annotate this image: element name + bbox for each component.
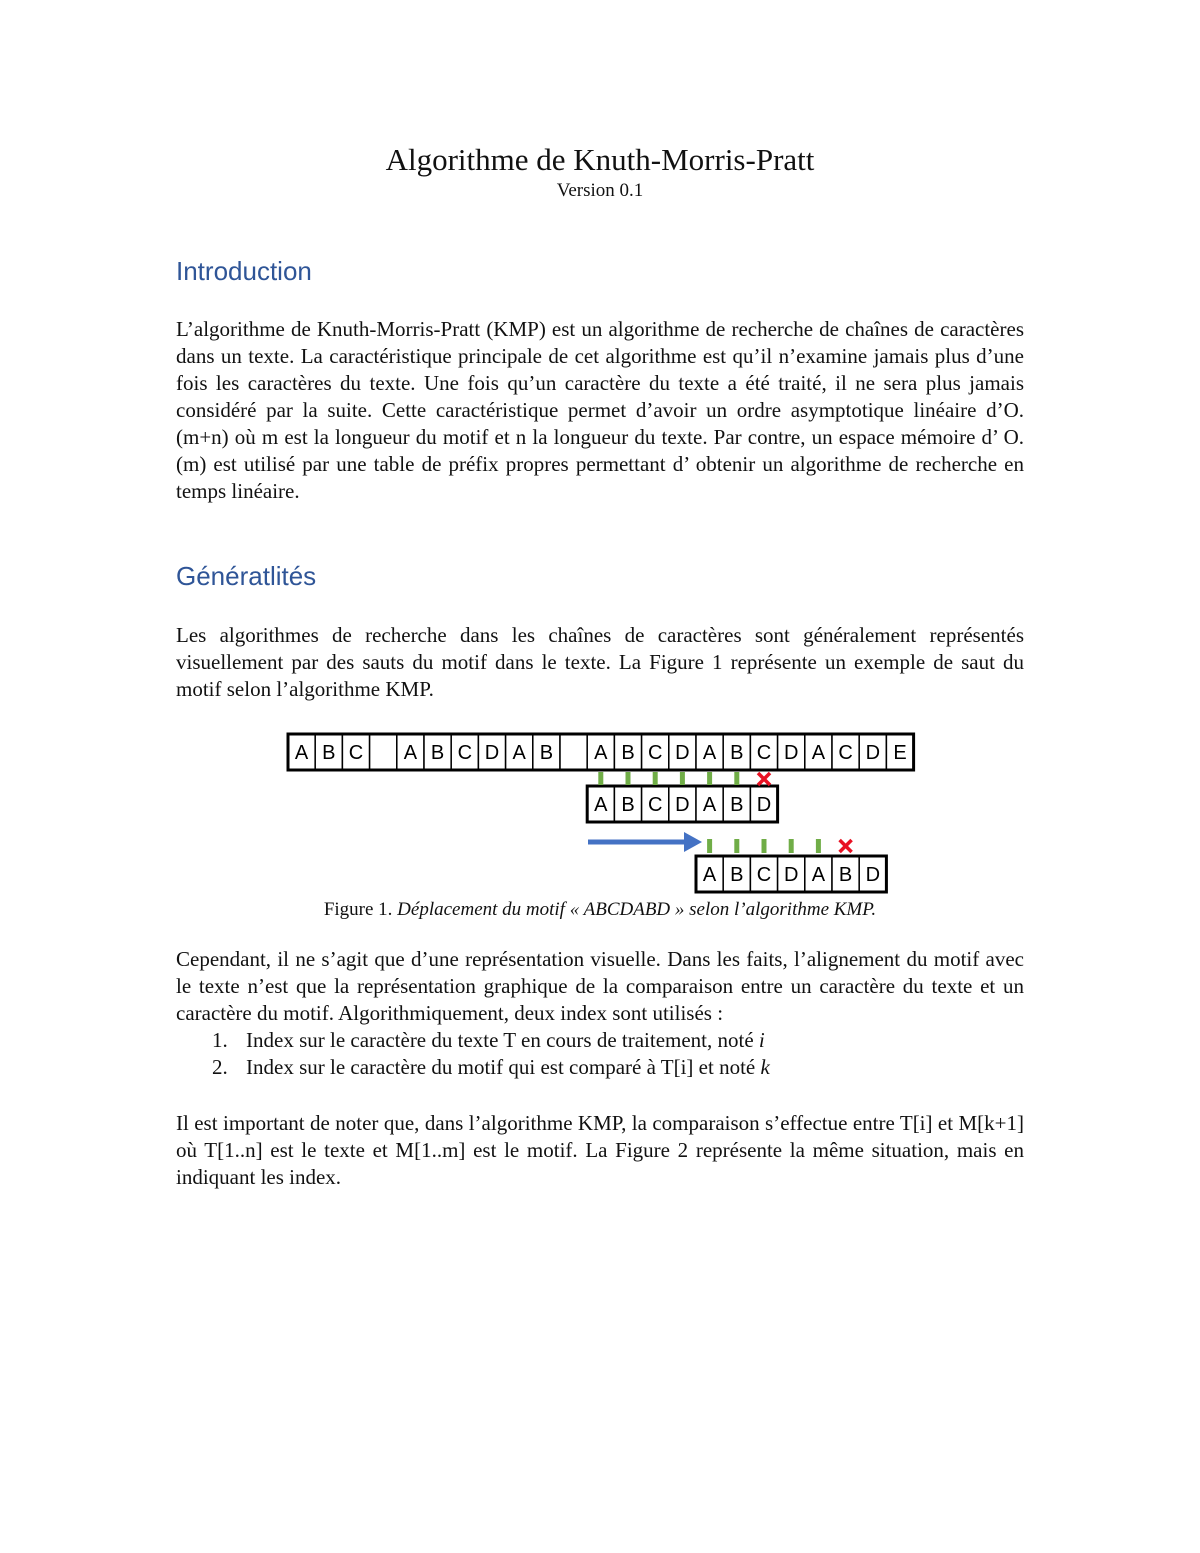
cell-letter: A [594,742,608,764]
cell-letter: C [348,742,364,764]
document-title: Algorithme de Knuth-Morris-Pratt [385,142,815,177]
cell-letter: D [783,742,799,764]
cell-letter: D [783,864,799,886]
heading-introduction: Introduction [176,256,312,286]
match-tick [598,772,603,785]
cell-letter: C [838,742,853,764]
cell-letter: A [512,742,526,764]
cell-letter: A [594,794,608,816]
list-item-text: Index sur le caractère du motif qui est comparé à T[i] et noté [246,1055,761,1079]
cell-box [370,734,397,770]
match-tick [680,772,685,785]
index-list [176,1027,1024,1081]
cell-letter: B [621,794,635,816]
cell-letter: D [865,742,881,764]
cell-letter: D [756,794,772,816]
paragraph-generalites: Les algorithmes de recherche dans les chaînes de caractères sont généralement représentés visuellement par des sauts du motif dans le texte. La Figure 1 représente un exemple de saut du motif selon l’algorithme KMP. [176,623,1024,701]
cell-box [560,734,587,770]
match-tick [816,839,821,853]
cell-letter: A [811,742,826,764]
match-tick [734,839,739,853]
cell-letter: B [730,742,744,764]
heading-generalites: Génératlités [176,561,317,591]
figure-kmp-diagram [0,726,1200,896]
cell-letter: C [647,742,663,764]
match-tick [762,839,767,853]
cell-letter: D [675,794,690,816]
figure-caption-text: Déplacement du motif « ABCDABD » selon l’algorithme KMP. [397,899,877,920]
cell-letter: A [702,794,717,816]
cell-letter: A [702,864,717,886]
document-version: Version 0.1 [556,180,644,201]
match-tick [653,772,658,785]
cell-letter: B [621,742,635,764]
shift-arrow-head [684,832,702,852]
paragraph-introduction: L’algorithme de Knuth-Morris-Pratt (KMP) est un algorithme de recherche de chaînes de caractères dans un texte. La caractéristique principale de cet algorithme est qu’il n’examine jamais plus d’une fois les caractères du texte. Une fois qu’un caractère du texte a été traité, il ne sera plus jamais considéré par la suite. Cette caractéristique permet d’avoir un ordre asymptotique linéaire d’O.(m+n) où m est la longueur du motif et n la longueur du texte. Par contre, un espace mémoire d’ O.(m) est utilisé par une table de préfix propres permettant d’ obtenir un algorithme de recherche en temps linéaire. [176,317,1024,503]
list-item-var: k [760,1055,770,1079]
cell-letter: D [675,742,690,764]
cell-letter: B [322,742,336,764]
match-tick [734,772,739,785]
figure-caption-label: Figure 1. [323,899,398,920]
cell-letter: C [457,742,473,764]
cell-letter: A [702,742,717,764]
cell-letter: A [403,742,418,764]
cell-letter: B [730,794,744,816]
match-tick [707,839,712,853]
paragraph-important: Il est important de noter que, dans l’algorithme KMP, la comparaison s’effectue entre T[i] et M[k+1] où T[1..n] est le texte et M[1..m] est le motif. La Figure 2 représente la même situation, mais en indiquant les index. [176,1111,1024,1189]
cell-letter: C [756,864,772,886]
figure-caption [0,898,1200,922]
match-tick [707,772,712,785]
cell-letter: E [893,742,907,764]
cell-letter: B [430,742,445,764]
cell-letter: B [838,864,853,886]
list-item-text: Index sur le caractère du texte T en cours de traitement, noté [246,1028,759,1052]
cell-letter: C [756,742,772,764]
list-item-var: i [758,1028,765,1052]
cell-letter: D [484,742,500,764]
cell-letter: A [294,742,309,764]
list-item [176,1054,1024,1081]
list-item-number: 2. [212,1055,228,1079]
cell-letter: D [865,864,881,886]
paragraph-cependant: Cependant, il ne s’agit que d’une représentation visuelle. Dans les faits, l’alignement du motif avec le texte n’est que la représentation graphique de la comparaison entre un caractère du texte et un caractère du motif. Algorithmiquement, deux index sont utilisés : [176,947,1024,1025]
match-tick [626,772,631,785]
list-item [176,1027,1024,1054]
list-item-number: 1. [212,1028,228,1052]
match-tick [789,839,794,853]
cell-letter: C [647,794,663,816]
cell-letter: B [539,742,554,764]
cell-letter: A [811,864,826,886]
cell-letter: B [730,864,744,886]
